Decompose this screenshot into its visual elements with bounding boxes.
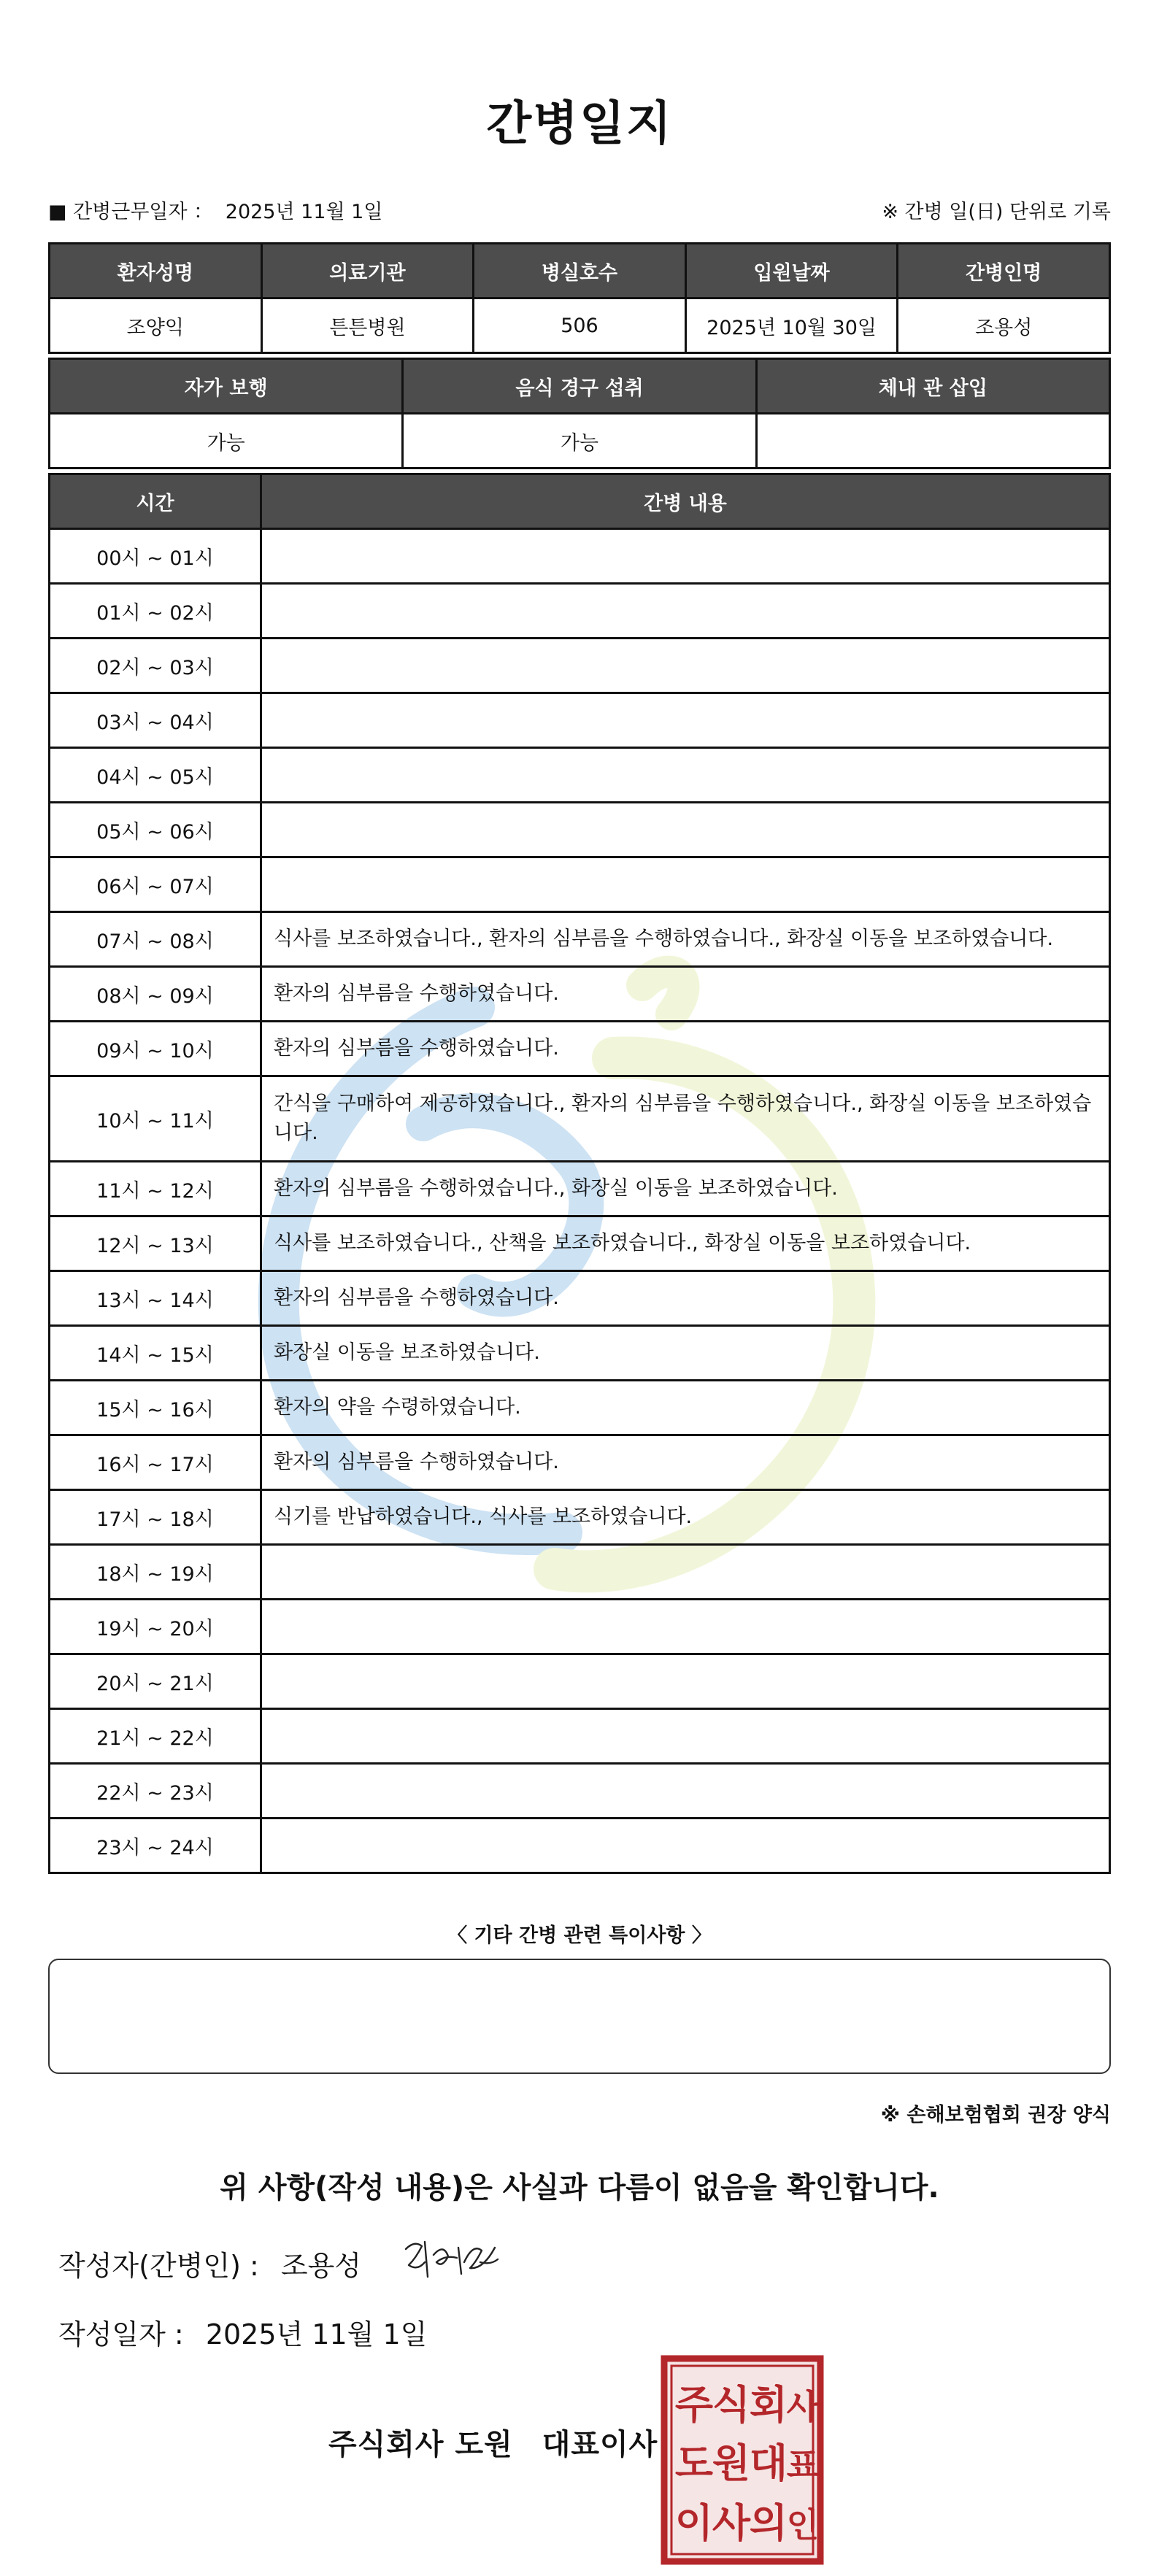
- log-row: [50, 857, 1110, 912]
- log-row: [50, 1819, 1110, 1873]
- written-date-label: 작성일자 :: [58, 2318, 184, 2351]
- log-body: [50, 529, 1110, 1873]
- log-row: [50, 1326, 1110, 1381]
- log-row: [50, 912, 1110, 967]
- log-row: [50, 1600, 1110, 1654]
- written-date-value: 2025년 11월 1일: [205, 2318, 428, 2351]
- log-time-cell: 02시 ~ 03시: [50, 639, 261, 693]
- self-walking-value: 가능: [50, 414, 403, 468]
- svg-text:사: 사: [786, 2387, 820, 2426]
- log-row: [50, 1545, 1110, 1600]
- log-time-cell: 17시 ~ 18시: [50, 1490, 261, 1545]
- log-row: [50, 1076, 1110, 1162]
- patient-info-table: [48, 242, 1111, 354]
- log-row: [50, 1381, 1110, 1435]
- tube-insertion-value: [756, 414, 1109, 468]
- work-date-line: [48, 196, 382, 224]
- log-row: [50, 529, 1110, 584]
- log-row: [50, 1764, 1110, 1819]
- log-row: [50, 1709, 1110, 1764]
- log-content-cell: [261, 639, 1110, 693]
- log-row: [50, 1216, 1110, 1271]
- log-time-cell: 10시 ~ 11시: [50, 1076, 261, 1162]
- log-row: [50, 1022, 1110, 1076]
- log-row: [50, 967, 1110, 1022]
- patient-name-header: 환자성명: [50, 244, 262, 298]
- log-time-cell: 09시 ~ 10시: [50, 1022, 261, 1076]
- log-content-cell: [261, 1764, 1110, 1819]
- company-name: 주식회사 도원: [328, 2428, 513, 2461]
- patient-info-value-row: [50, 298, 1110, 353]
- log-time-cell: 04시 ~ 05시: [50, 748, 261, 803]
- log-time-cell: 00시 ~ 01시: [50, 529, 261, 584]
- hospital-header: 의료기관: [261, 244, 474, 298]
- oral-intake-value: 가능: [403, 414, 756, 468]
- log-content-cell: [261, 1545, 1110, 1600]
- log-content-cell: [261, 857, 1110, 912]
- caregiver-name-header: 간병인명: [898, 244, 1110, 298]
- log-content-cell: [261, 1709, 1110, 1764]
- caregiver-name-value: 조용성: [898, 298, 1110, 353]
- company-seal-stamp: [660, 2354, 825, 2566]
- room-number-header: 병실호수: [474, 244, 686, 298]
- log-content-cell: 식기를 반납하였습니다., 식사를 보조하였습니다.: [261, 1490, 1110, 1545]
- log-content-cell: 간식을 구매하여 제공하였습니다., 환자의 심부름을 수행하였습니다., 화장실 이동을 보조하였습니다.: [261, 1076, 1110, 1162]
- oral-intake-header: 음식 경구 섭취: [403, 359, 756, 414]
- svg-text:회: 회: [749, 2382, 788, 2428]
- log-header-row: [50, 474, 1110, 529]
- log-time-cell: 08시 ~ 09시: [50, 967, 261, 1022]
- document-title: 간병일지: [486, 97, 673, 151]
- log-row: [50, 693, 1110, 748]
- log-time-cell: 21시 ~ 22시: [50, 1709, 261, 1764]
- confirmation-statement: 위 사항(작성 내용)은 사실과 다름이 없음을 확인합니다.: [220, 2171, 939, 2205]
- care-content-header: 간병 내용: [261, 474, 1110, 529]
- log-content-cell: [261, 748, 1110, 803]
- log-content-cell: 환자의 심부름을 수행하였습니다.: [261, 1435, 1110, 1490]
- log-row: [50, 1162, 1110, 1216]
- admission-date-value: 2025년 10월 30일: [685, 298, 898, 353]
- log-content-cell: [261, 693, 1110, 748]
- special-notes-title: 〈 기타 간병 관련 특이사항 〉: [447, 1924, 712, 1947]
- svg-text:의: 의: [749, 2500, 788, 2546]
- admission-date-header: 입원날짜: [685, 244, 898, 298]
- log-content-cell: [261, 803, 1110, 857]
- work-date-label: ■ 간병근무일자 ：: [48, 201, 214, 223]
- log-time-cell: 20시 ~ 21시: [50, 1654, 261, 1709]
- writer-label: 작성자(간병인) :: [58, 2250, 259, 2282]
- log-row: [50, 1490, 1110, 1545]
- patient-ability-table: [48, 358, 1111, 469]
- patient-name-value: 조양익: [50, 298, 262, 353]
- svg-text:도: 도: [674, 2440, 714, 2486]
- log-content-cell: 환자의 심부름을 수행하였습니다.: [261, 967, 1110, 1022]
- svg-text:대: 대: [749, 2440, 788, 2486]
- special-notes-box: [48, 1959, 1111, 2074]
- log-time-cell: 23시 ~ 24시: [50, 1819, 261, 1873]
- log-time-cell: 19시 ~ 20시: [50, 1600, 261, 1654]
- svg-text:사: 사: [712, 2500, 751, 2546]
- log-content-cell: 환자의 심부름을 수행하였습니다., 화장실 이동을 보조하였습니다.: [261, 1162, 1110, 1216]
- log-time-cell: 12시 ~ 13시: [50, 1216, 261, 1271]
- log-content-cell: [261, 584, 1110, 639]
- log-row: [50, 803, 1110, 857]
- log-time-cell: 13시 ~ 14시: [50, 1271, 261, 1326]
- log-time-cell: 18시 ~ 19시: [50, 1545, 261, 1600]
- company-representative-title: 대표이사: [542, 2428, 658, 2461]
- room-number-value: 506: [474, 298, 686, 353]
- log-time-cell: 16시 ~ 17시: [50, 1435, 261, 1490]
- writer-name: 조용성: [280, 2250, 361, 2282]
- log-content-cell: [261, 529, 1110, 584]
- log-time-cell: 01시 ~ 02시: [50, 584, 261, 639]
- log-content-cell: [261, 1600, 1110, 1654]
- log-content-cell: [261, 1654, 1110, 1709]
- patient-info-header-row: [50, 244, 1110, 298]
- svg-text:식: 식: [712, 2382, 751, 2428]
- log-time-cell: 05시 ~ 06시: [50, 803, 261, 857]
- log-time-cell: 15시 ~ 16시: [50, 1381, 261, 1435]
- hospital-value: 튼튼병원: [261, 298, 474, 353]
- handwritten-signature: [400, 2233, 502, 2284]
- record-unit-note: ※ 간병 일(日) 단위로 기록: [882, 201, 1111, 223]
- self-walking-header: 자가 보행: [50, 359, 403, 414]
- log-content-cell: 화장실 이동을 보조하였습니다.: [261, 1326, 1110, 1381]
- log-row: [50, 584, 1110, 639]
- ability-value-row: [50, 414, 1110, 468]
- log-row: [50, 639, 1110, 693]
- writer-line: [58, 2243, 374, 2283]
- written-date-line: [58, 2312, 440, 2352]
- svg-text:표: 표: [786, 2445, 820, 2485]
- log-row: [50, 1435, 1110, 1490]
- log-content-cell: 식사를 보조하였습니다., 환자의 심부름을 수행하였습니다., 화장실 이동을 보조하였습니다.: [261, 912, 1110, 967]
- hourly-care-log-table: [48, 473, 1111, 1874]
- log-content-cell: [261, 1819, 1110, 1873]
- time-header: 시간: [50, 474, 261, 529]
- log-time-cell: 03시 ~ 04시: [50, 693, 261, 748]
- svg-text:인: 인: [786, 2505, 820, 2545]
- log-row: [50, 748, 1110, 803]
- log-time-cell: 07시 ~ 08시: [50, 912, 261, 967]
- form-recommendation-note: ※ 손해보험협회 권장 양식: [880, 2104, 1111, 2126]
- log-time-cell: 11시 ~ 12시: [50, 1162, 261, 1216]
- log-content-cell: 환자의 약을 수령하였습니다.: [261, 1381, 1110, 1435]
- log-content-cell: 식사를 보조하였습니다., 산책을 보조하였습니다., 화장실 이동을 보조하였습니다.: [261, 1216, 1110, 1271]
- ability-header-row: [50, 359, 1110, 414]
- work-date-value: 2025년 11월 1일: [225, 201, 383, 223]
- log-content-cell: 환자의 심부름을 수행하였습니다.: [261, 1022, 1110, 1076]
- log-content-cell: 환자의 심부름을 수행하였습니다.: [261, 1271, 1110, 1326]
- log-row: [50, 1654, 1110, 1709]
- company-signature-line: [328, 2421, 658, 2463]
- svg-text:원: 원: [712, 2440, 751, 2486]
- log-time-cell: 22시 ~ 23시: [50, 1764, 261, 1819]
- tube-insertion-header: 체내 관 삽입: [756, 359, 1109, 414]
- svg-text:이: 이: [674, 2500, 714, 2546]
- log-row: [50, 1271, 1110, 1326]
- log-time-cell: 14시 ~ 15시: [50, 1326, 261, 1381]
- svg-text:주: 주: [674, 2382, 714, 2428]
- log-time-cell: 06시 ~ 07시: [50, 857, 261, 912]
